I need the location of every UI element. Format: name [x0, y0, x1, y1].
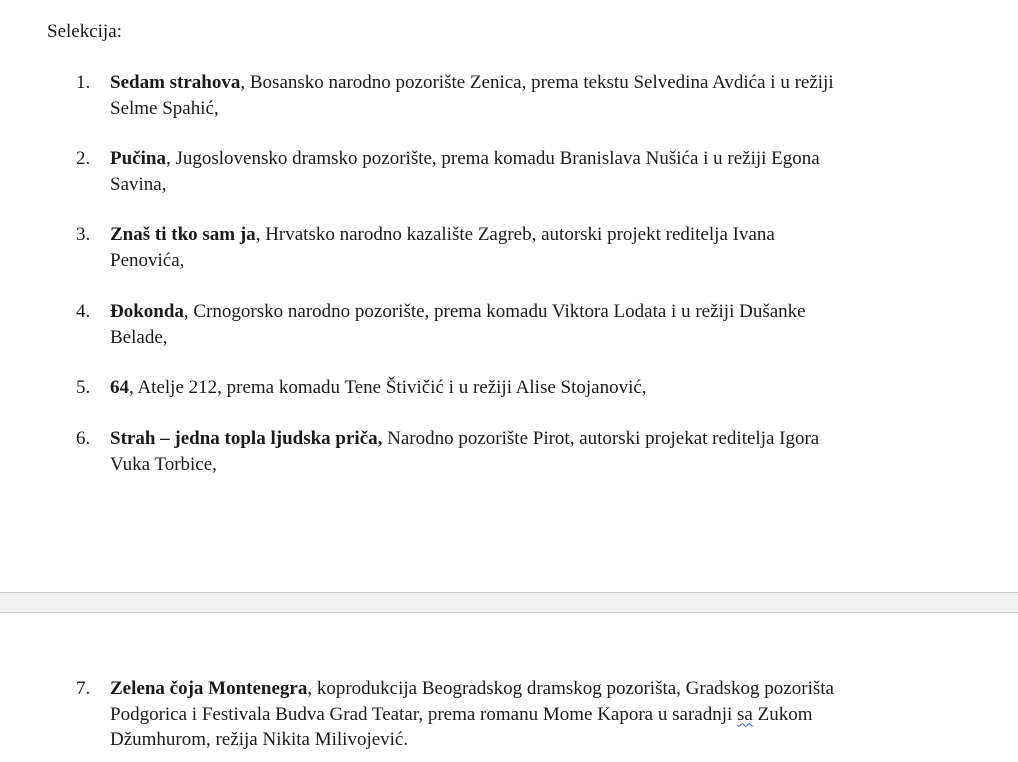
page-break: [0, 592, 1018, 613]
list-item-text: [110, 375, 1000, 401]
list-number: 3.: [76, 224, 91, 245]
play-title: Pučina: [110, 148, 166, 169]
list-number: 1.: [76, 72, 91, 93]
play-details-continued: Selme Spahić,: [110, 97, 219, 119]
play-details-continued: Belade,: [110, 326, 168, 348]
play-title: Znaš ti tko sam ja: [110, 224, 256, 245]
list-item-text: [110, 426, 1000, 477]
list-item-text: [110, 70, 1000, 121]
list-item-text: [110, 146, 1000, 197]
play-details: , Atelje 212, prema komadu Tene Štivičić i u režiji Alise Stojanović,: [129, 377, 647, 398]
play-details-continued: Džumhurom, režija Nikita Milivojević.: [110, 729, 409, 750]
play-title: Zelena čoja Montenegra: [110, 678, 308, 699]
list-number: 5.: [76, 377, 91, 398]
play-details-continued: Podgorica i Festivala Budva Grad Teatar, prema romanu Mome Kapora u saradnji: [110, 703, 738, 725]
play-details: , Bosansko narodno pozorište Zenica, prema tekstu Selvedina Avdića i u režiji: [240, 72, 834, 93]
play-title: Đokonda: [110, 301, 184, 322]
play-title: 64: [110, 377, 129, 398]
play-details: , Jugoslovensko dramsko pozorište, prema komadu Branislava Nušića i u režiji Egona: [165, 148, 820, 169]
list-number: 4.: [76, 301, 91, 322]
list-item-text: [110, 299, 1000, 350]
list-item-text: [110, 222, 1000, 273]
spelling-flagged-word[interactable]: sa: [737, 703, 753, 725]
list-number: 7.: [76, 678, 91, 699]
list-item-text: [110, 676, 1000, 753]
list-number: 6.: [76, 428, 91, 449]
play-details: , Hrvatsko narodno kazalište Zagreb, autorski projekt reditelja Ivana: [255, 224, 775, 245]
play-title: Sedam strahova: [110, 72, 241, 93]
play-details: Narodno pozorište Pirot, autorski projekat reditelja Igora: [382, 428, 820, 449]
play-details-continued: Penovića,: [110, 249, 185, 271]
play-details-continued: Zukom: [752, 703, 813, 725]
document-page-2: [0, 613, 1018, 762]
play-details-continued: Savina,: [110, 173, 167, 195]
play-details: , Crnogorsko narodno pozorište, prema komadu Viktora Lodata i u režiji Dušanke: [183, 301, 806, 322]
play-details-continued: Vuka Torbice,: [110, 453, 217, 475]
play-details: , koprodukcija Beogradskog dramskog pozorišta, Gradskog pozorišta: [307, 678, 834, 699]
list-number: 2.: [76, 148, 91, 169]
play-title: Strah – jedna topla ljudska priča,: [110, 428, 383, 449]
section-heading: Selekcija:: [47, 21, 122, 42]
